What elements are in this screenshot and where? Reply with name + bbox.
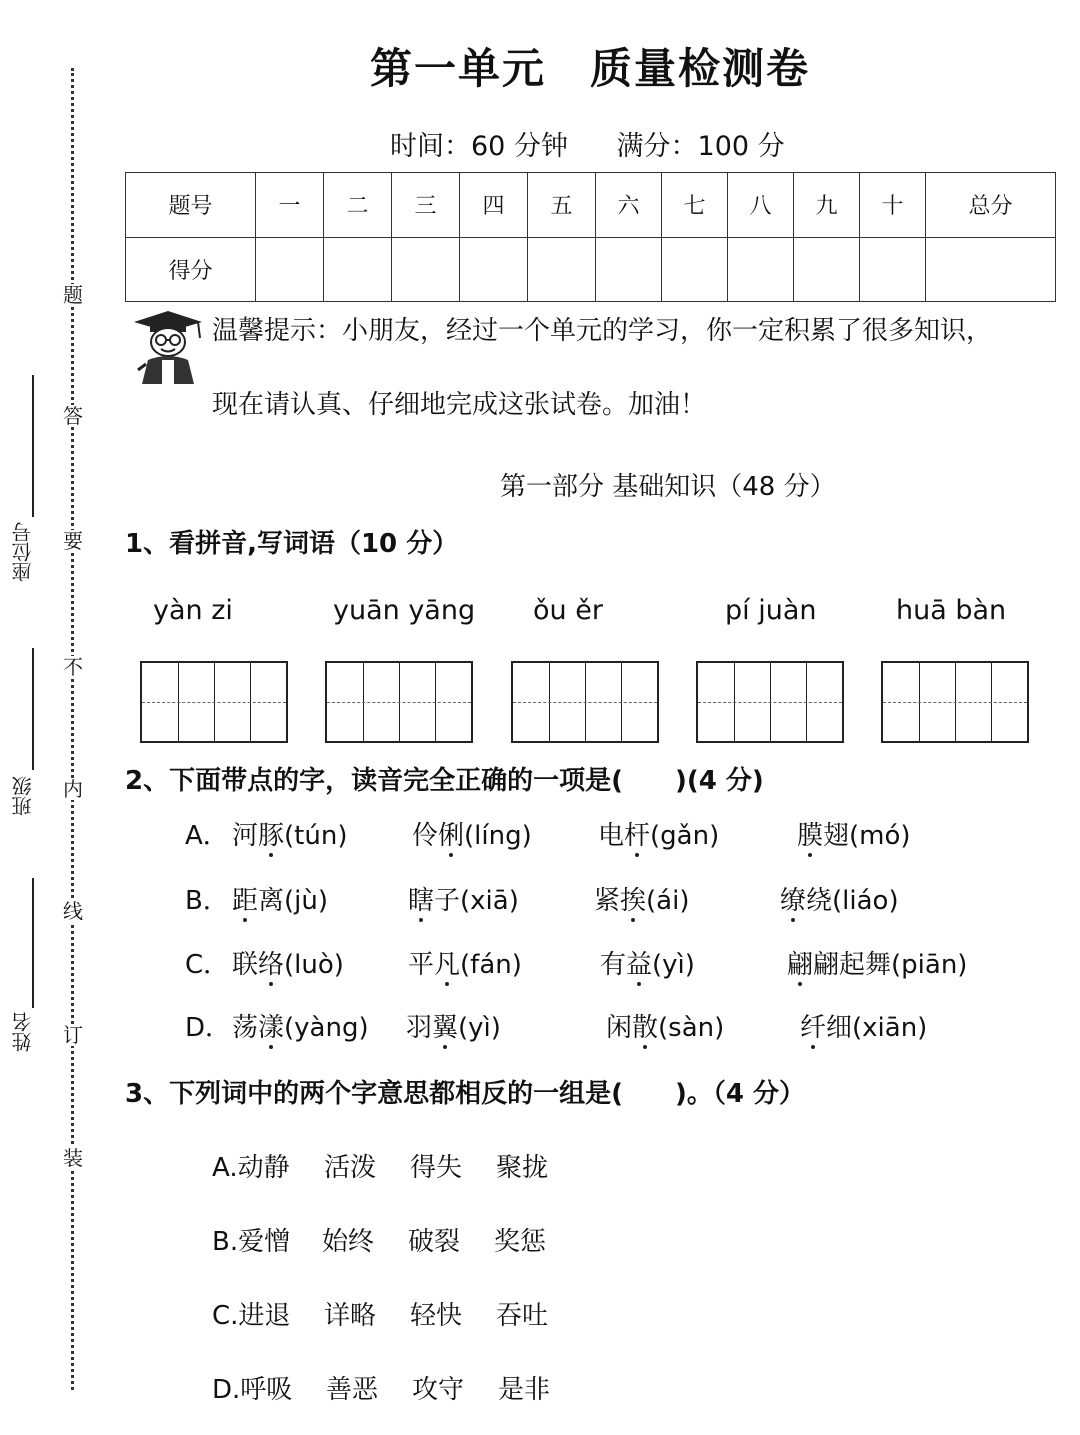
score-cell[interactable] (256, 237, 324, 302)
table-header-cell: 九 (794, 173, 860, 238)
option-item: 瞎子(xiā) (408, 886, 519, 916)
option-item: 羽翼(yì) (406, 1013, 501, 1043)
score-cell[interactable] (392, 237, 460, 302)
word-option: 是非 (498, 1375, 551, 1405)
margin-char: 线 (63, 899, 83, 923)
option-item: 缭绕(liáo) (780, 886, 899, 916)
pinyin-item: pí juàn (725, 595, 817, 626)
part-heading: 第一部分 基础知识（48 分） (500, 472, 836, 502)
word-option: D.呼吸 (212, 1375, 293, 1405)
pinyin-item: yàn zi (153, 595, 233, 626)
class-label: 班级 (11, 776, 35, 816)
table-header-cell: 四 (460, 173, 528, 238)
option-item: 荡漾(yàng) (232, 1013, 369, 1043)
option-item: 河豚(tún) (232, 821, 348, 851)
word-option: 轻快 (410, 1301, 463, 1331)
full-score-text: 满分：100 分 (616, 131, 785, 162)
table-header-cell: 六 (596, 173, 662, 238)
score-cell[interactable] (860, 237, 926, 302)
word-option: 得失 (410, 1153, 463, 1183)
question-2-title: 2、下面带点的字，读音完全正确的一项是( )(4 分) (125, 766, 764, 796)
table-header-cell: 五 (528, 173, 596, 238)
score-row-label: 得分 (126, 237, 256, 302)
table-header-cell: 七 (662, 173, 728, 238)
option-item: 电杆(gǎn) (598, 821, 720, 851)
graduate-mascot-icon (128, 308, 208, 384)
seat-label: 座位号 (11, 522, 35, 582)
margin-char: 装 (63, 1146, 83, 1170)
table-header-cell: 一 (256, 173, 324, 238)
question-1-title: 1、看拼音,写词语（10 分） (125, 529, 459, 559)
score-cell[interactable] (460, 237, 528, 302)
score-cell[interactable] (728, 237, 794, 302)
word-option: 始终 (322, 1227, 375, 1257)
score-cell[interactable] (662, 237, 728, 302)
writing-grid[interactable] (140, 661, 288, 743)
margin-char: 订 (63, 1023, 83, 1047)
score-cell[interactable] (528, 237, 596, 302)
option-item: 闲散(sàn) (606, 1013, 725, 1043)
score-cell[interactable] (324, 237, 392, 302)
writing-grid[interactable] (881, 661, 1029, 743)
score-cell[interactable] (596, 237, 662, 302)
binding-dotted-line (71, 68, 74, 1390)
word-option: 详略 (324, 1301, 377, 1331)
table-header-cell: 题号 (126, 173, 256, 238)
option-letter: B． (185, 886, 229, 916)
option-item: 翩翩起舞(piān) (787, 950, 968, 980)
option-item: 有益(yì) (600, 950, 695, 980)
margin-char: 答 (63, 404, 83, 428)
margin-char: 题 (63, 283, 83, 307)
option-item: 膜翅(mó) (797, 821, 911, 851)
option-item: 伶俐(líng) (412, 821, 532, 851)
score-cell[interactable] (926, 237, 1056, 302)
margin-char: 要 (63, 529, 83, 553)
time-text: 时间：60 分钟 (390, 131, 568, 162)
page-title: 第一单元 质量检测卷 (369, 44, 810, 93)
word-option: B.爱憎 (212, 1227, 291, 1257)
tip-line-2: 现在请认真、仔细地完成这张试卷。加油！ (212, 390, 707, 420)
option-item: 紧挨(ái) (594, 886, 690, 916)
score-table (125, 172, 1056, 302)
word-option: C.进退 (212, 1301, 291, 1331)
table-header-cell: 总分 (926, 173, 1056, 238)
exam-info (390, 124, 825, 163)
pinyin-item: huā bàn (896, 595, 1007, 626)
word-option: 奖惩 (494, 1227, 547, 1257)
table-header-cell: 八 (728, 173, 794, 238)
word-option: 吞吐 (496, 1301, 549, 1331)
pinyin-item: ǒu ěr (533, 595, 603, 626)
option-item: 距离(jù) (232, 886, 329, 916)
table-header-cell: 二 (324, 173, 392, 238)
margin-char: 内 (63, 777, 83, 801)
table-header-cell: 三 (392, 173, 460, 238)
word-option: 善恶 (326, 1375, 379, 1405)
class-underline (32, 648, 34, 770)
table-header-cell: 十 (860, 173, 926, 238)
option-letter: D． (185, 1013, 232, 1043)
writing-grid[interactable] (511, 661, 659, 743)
name-label: 姓名 (11, 1012, 35, 1052)
word-option: 攻守 (412, 1375, 465, 1405)
word-option: 活泼 (324, 1153, 377, 1183)
option-letter: A． (185, 821, 229, 851)
writing-grid[interactable] (696, 661, 844, 743)
word-option: 破裂 (408, 1227, 461, 1257)
option-item: 平凡(fán) (408, 950, 522, 980)
option-item: 纤细(xiān) (800, 1013, 928, 1043)
pinyin-item: yuān yāng (333, 595, 476, 626)
seat-underline (32, 375, 34, 517)
option-letter: C． (185, 950, 230, 980)
name-underline (32, 878, 34, 1008)
word-option: A.动静 (212, 1153, 290, 1183)
question-3-title: 3、下列词中的两个字意思都相反的一组是( )。（4 分） (125, 1079, 805, 1109)
option-item: 联络(luò) (232, 950, 344, 980)
tip-line-1: 温馨提示：小朋友，经过一个单元的学习，你一定积累了很多知识， (212, 316, 993, 346)
writing-grid[interactable] (325, 661, 473, 743)
score-cell[interactable] (794, 237, 860, 302)
margin-char: 不 (63, 655, 83, 679)
word-option: 聚拢 (496, 1153, 549, 1183)
